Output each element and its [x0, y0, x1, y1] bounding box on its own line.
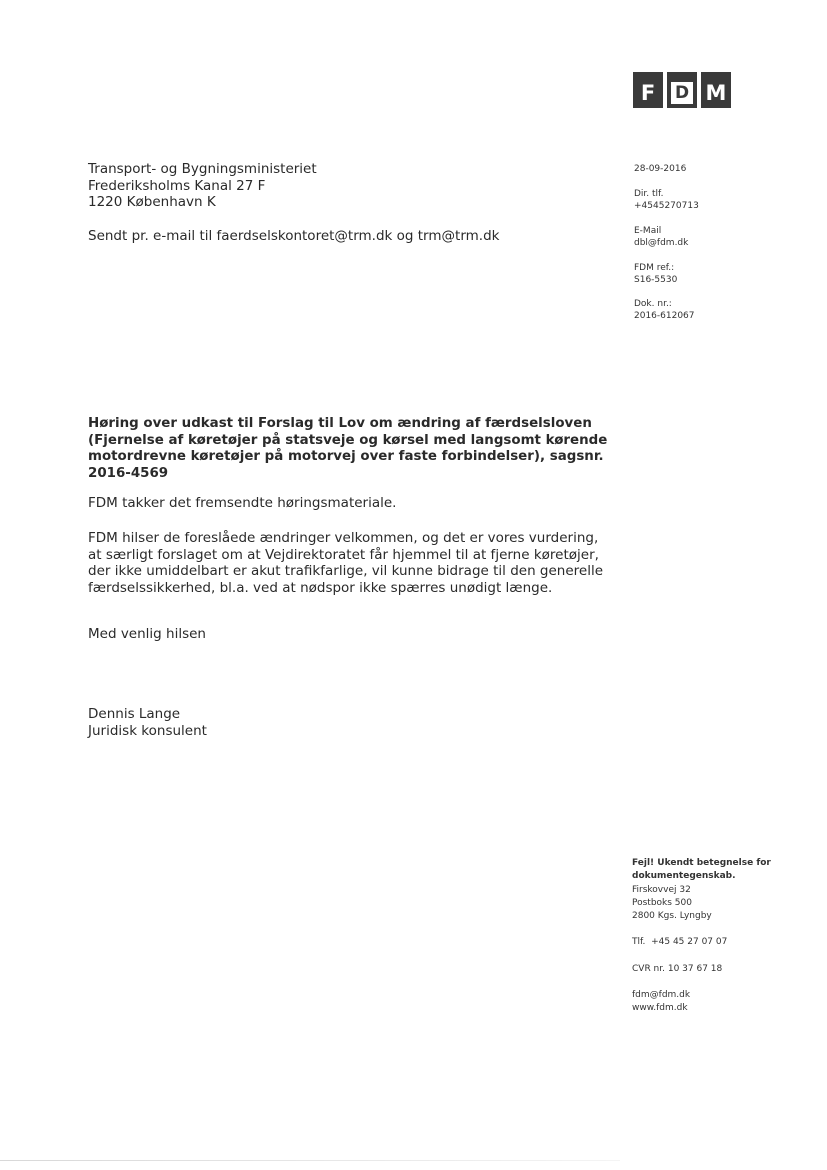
recipient-line: 1220 København K: [88, 194, 216, 210]
email-value: dbl@fdm.dk: [634, 237, 689, 248]
fdm-ref-label: FDM ref.:: [634, 263, 675, 273]
doc-number-value: 2016-612067: [634, 310, 695, 321]
subject-line: (Fjernelse af køretøjer på statsveje og kørsel med langsomt kørende: [88, 432, 608, 448]
footer-email: fdm@fdm.dk: [632, 990, 691, 1001]
paragraph-line: der ikke umiddelbart er akut trafikfarlige, vil kunne bidrage til den generelle: [88, 563, 604, 579]
signer-title: Juridisk konsulent: [88, 722, 207, 739]
body-paragraph-1: FDM takker det fremsendte høringsmateriale.: [88, 495, 397, 511]
fdm-ref-value: S16-5530: [634, 274, 678, 285]
logo-letter-d: D: [667, 72, 697, 108]
letter-date: 28-09-2016: [634, 164, 687, 174]
signature-block: [88, 706, 207, 739]
subject-line: Høring over udkast til Forslag til Lov om ændring af færdselsloven: [88, 416, 592, 431]
subject-line: motordrevne køretøjer på motorvej over faste forbindelser), sagsnr.: [88, 449, 604, 464]
footer-web: www.fdm.dk: [632, 1003, 688, 1014]
scan-edge-line: [0, 1160, 620, 1161]
footer-city: 2800 Kgs. Lyngby: [632, 911, 712, 922]
recipient-line: Transport- og Bygningsministeriet: [88, 161, 317, 177]
doc-number-block: [634, 299, 695, 322]
email-block: [634, 226, 688, 249]
paragraph-line: FDM hilser de foreslåede ændringer velkommen, og det er vores vurdering,: [88, 530, 599, 546]
sent-by-email-line: Sendt pr. e-mail til faerdselskontoret@trm.dk og trm@trm.dk: [88, 228, 500, 244]
signer-name: Dennis Lange: [88, 706, 181, 722]
direct-phone-value: +4545270713: [634, 200, 699, 211]
letter-subject: [88, 416, 628, 482]
logo-letter-m: M: [701, 72, 731, 108]
footer-error-line: Fejl! Ukendt betegnelse for: [632, 858, 771, 868]
footer-street: Firskovvej 32: [632, 884, 691, 895]
sender-footer: [632, 857, 771, 1016]
recipient-address: [88, 161, 317, 211]
footer-cvr: CVR nr. 10 37 67 18: [632, 963, 723, 974]
closing-greeting: Med venlig hilsen: [88, 626, 206, 642]
body-paragraph-2: [88, 530, 603, 596]
footer-error-line: dokumentegenskab.: [632, 871, 736, 882]
fdm-ref-block: [634, 263, 677, 286]
footer-postbox: Postboks 500: [632, 897, 692, 908]
paragraph-line: færdselssikkerhed, bl.a. ved at nødspor ikke spærres unødigt længe.: [88, 579, 553, 596]
direct-phone-label: Dir. tlf.: [634, 189, 664, 199]
email-label: E-Mail: [634, 226, 662, 236]
doc-number-label: Dok. nr.:: [634, 299, 672, 309]
recipient-line: Frederiksholms Kanal 27 F: [88, 177, 266, 194]
fdm-logo: [633, 72, 731, 108]
subject-line: 2016-4569: [88, 465, 169, 481]
logo-letter-f: F: [633, 72, 663, 108]
paragraph-line: at særligt forslaget om at Vejdirektoratet får hjemmel til at fjerne køretøjer,: [88, 546, 599, 563]
footer-phone: Tlf. +45 45 27 07 07: [632, 937, 728, 948]
direct-phone-block: [634, 189, 699, 212]
